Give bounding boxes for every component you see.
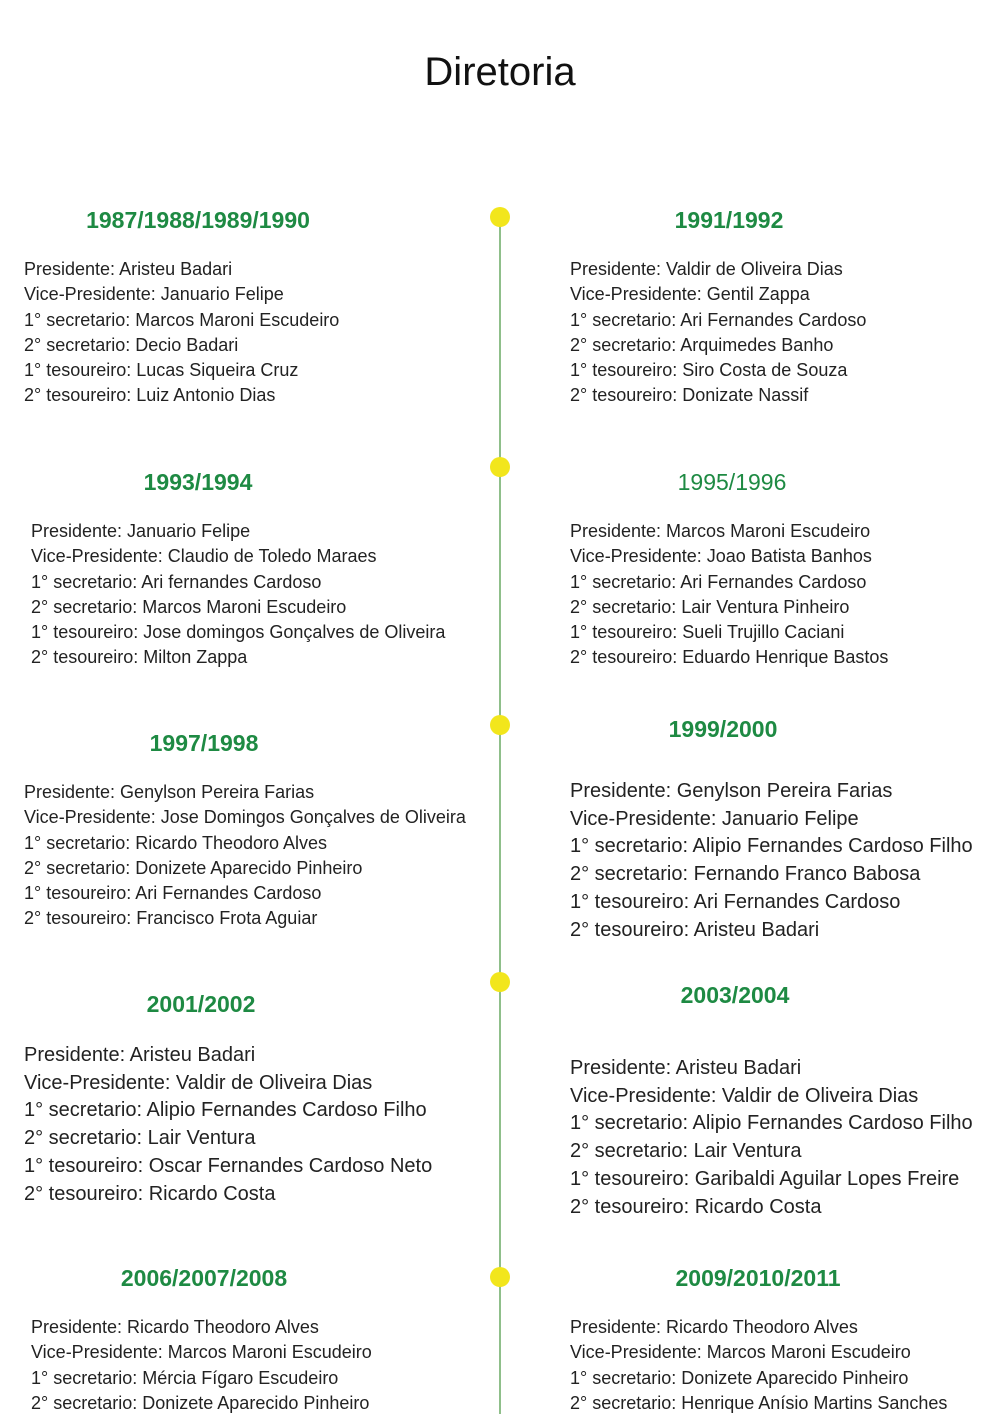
member-line: 1° tesoureiro: Siro Costa de Souza bbox=[570, 360, 848, 381]
term-years: 2006/2007/2008 bbox=[120, 1265, 288, 1291]
member-line: 1° tesoureiro: Sueli Trujillo Caciani bbox=[570, 622, 845, 643]
member-line: Presidente: Marcos Maroni Escudeiro bbox=[570, 521, 871, 541]
member-line: 1° secretario: Donizete Aparecido Pinheiro bbox=[570, 1367, 909, 1388]
member-line: Vice-Presidente: Jose Domingos Gonçalves de Oliveira bbox=[24, 807, 466, 828]
member-line: 2° tesoureiro: Francisco Frota Aguiar bbox=[24, 908, 318, 929]
member-line: 1° tesoureiro: Lucas Siqueira Cruz bbox=[24, 360, 299, 381]
term-years: 1993/1994 bbox=[143, 469, 253, 495]
timeline-dot bbox=[490, 972, 510, 992]
member-line: 1° tesoureiro: Ari Fernandes Cardoso bbox=[24, 883, 322, 904]
term-years: 1997/1998 bbox=[149, 730, 259, 756]
member-line: Vice-Presidente: Claudio de Toledo Maraes bbox=[31, 546, 377, 567]
member-line: Presidente: Aristeu Badari bbox=[24, 1044, 256, 1066]
member-line: 1° secretario: Ari fernandes Cardoso bbox=[31, 571, 322, 592]
term-years: 2001/2002 bbox=[146, 991, 256, 1017]
term-members bbox=[570, 1055, 973, 1221]
member-line: 2° tesoureiro: Donizate Nassif bbox=[570, 385, 809, 406]
member-line: 2° secretario: Lair Ventura bbox=[24, 1127, 256, 1150]
member-line: 2° tesoureiro: Ricardo Costa bbox=[24, 1182, 276, 1205]
term-members bbox=[570, 519, 888, 671]
timeline-line bbox=[499, 215, 501, 1414]
term-years: 1987/1988/1989/1990 bbox=[86, 207, 310, 233]
term-members bbox=[570, 778, 973, 944]
member-line: Presidente: Ricardo Theodoro Alves bbox=[31, 1317, 319, 1337]
member-line: 1° secretario: Alipio Fernandes Cardoso Filho bbox=[570, 1112, 973, 1135]
member-line: 2° secretario: Decio Badari bbox=[24, 334, 239, 355]
member-line: 2° secretario: Arquimedes Banho bbox=[570, 334, 834, 355]
member-line: Presidente: Aristeu Badari bbox=[570, 1057, 802, 1079]
term-members bbox=[24, 257, 339, 409]
timeline-dot bbox=[490, 715, 510, 735]
member-line: Presidente: Januario Felipe bbox=[31, 521, 251, 541]
term-members bbox=[24, 1042, 432, 1208]
term-members bbox=[570, 257, 866, 409]
member-line: Presidente: Genylson Pereira Farias bbox=[24, 782, 315, 802]
member-line: 1° secretario: Alipio Fernandes Cardoso Filho bbox=[24, 1099, 427, 1122]
term-years: 1999/2000 bbox=[668, 716, 778, 742]
member-line: 1° tesoureiro: Ari Fernandes Cardoso bbox=[570, 890, 901, 913]
member-line: Vice-Presidente: Valdir de Oliveira Dias bbox=[24, 1071, 373, 1094]
timeline-dot bbox=[490, 207, 510, 227]
member-line: 2° secretario: Henrique Anísio Martins Sanches bbox=[570, 1392, 948, 1413]
member-line: Vice-Presidente: Valdir de Oliveira Dias bbox=[570, 1084, 919, 1107]
member-line: Presidente: Aristeu Badari bbox=[24, 259, 233, 279]
term-years: 1991/1992 bbox=[674, 207, 784, 233]
member-line: Presidente: Valdir de Oliveira Dias bbox=[570, 259, 843, 279]
member-line: Vice-Presidente: Januario Felipe bbox=[24, 284, 284, 305]
member-line: 2° tesoureiro: Eduardo Henrique Bastos bbox=[570, 647, 889, 668]
timeline-dot bbox=[490, 457, 510, 477]
member-line: Vice-Presidente: Marcos Maroni Escudeiro bbox=[31, 1342, 372, 1363]
member-line: 2° tesoureiro: Aristeu Badari bbox=[570, 918, 820, 941]
member-line: 2° tesoureiro: Luiz Antonio Dias bbox=[24, 385, 276, 406]
member-line: 2° tesoureiro: Milton Zappa bbox=[31, 647, 248, 668]
term-members bbox=[24, 780, 466, 932]
member-line: 1° tesoureiro: Oscar Fernandes Cardoso Neto bbox=[24, 1154, 433, 1177]
member-line: 2° secretario: Marcos Maroni Escudeiro bbox=[31, 596, 347, 617]
member-line: 2° secretario: Fernando Franco Babosa bbox=[570, 863, 921, 886]
page-title: Diretoria bbox=[424, 50, 576, 94]
term-members bbox=[570, 1315, 947, 1416]
member-line: 2° secretario: Donizete Aparecido Pinheiro bbox=[31, 1392, 370, 1413]
member-line: Presidente: Genylson Pereira Farias bbox=[570, 780, 893, 802]
member-line: 1° secretario: Ari Fernandes Cardoso bbox=[570, 309, 867, 330]
term-members bbox=[31, 1315, 372, 1416]
term-members bbox=[31, 519, 445, 671]
member-line: Vice-Presidente: Joao Batista Banhos bbox=[570, 546, 872, 567]
member-line: Vice-Presidente: Gentil Zappa bbox=[570, 284, 810, 305]
member-line: 2° secretario: Lair Ventura bbox=[570, 1140, 802, 1163]
member-line: 2° secretario: Donizete Aparecido Pinheiro bbox=[24, 857, 363, 878]
member-line: 2° secretario: Lair Ventura Pinheiro bbox=[570, 596, 850, 617]
member-line: 1° secretario: Ricardo Theodoro Alves bbox=[24, 832, 328, 853]
member-line: 1° secretario: Ari Fernandes Cardoso bbox=[570, 571, 867, 592]
member-line: 1° tesoureiro: Jose domingos Gonçalves de Oliveira bbox=[31, 622, 446, 643]
term-years: 1995/1996 bbox=[677, 469, 787, 495]
timeline-dot bbox=[490, 1267, 510, 1287]
member-line: 1° secretario: Marcos Maroni Escudeiro bbox=[24, 309, 340, 330]
term-years: 2003/2004 bbox=[680, 982, 790, 1008]
member-line: 2° tesoureiro: Ricardo Costa bbox=[570, 1195, 822, 1218]
member-line: 1° tesoureiro: Garibaldi Aguilar Lopes Freire bbox=[570, 1167, 960, 1190]
term-years: 2009/2010/2011 bbox=[675, 1265, 841, 1291]
member-line: Presidente: Ricardo Theodoro Alves bbox=[570, 1317, 858, 1337]
member-line: 1° secretario: Alipio Fernandes Cardoso Filho bbox=[570, 835, 973, 858]
member-line: Vice-Presidente: Januario Felipe bbox=[570, 807, 859, 830]
member-line: 1° secretario: Mércia Fígaro Escudeiro bbox=[31, 1367, 339, 1388]
member-line: Vice-Presidente: Marcos Maroni Escudeiro bbox=[570, 1342, 911, 1363]
